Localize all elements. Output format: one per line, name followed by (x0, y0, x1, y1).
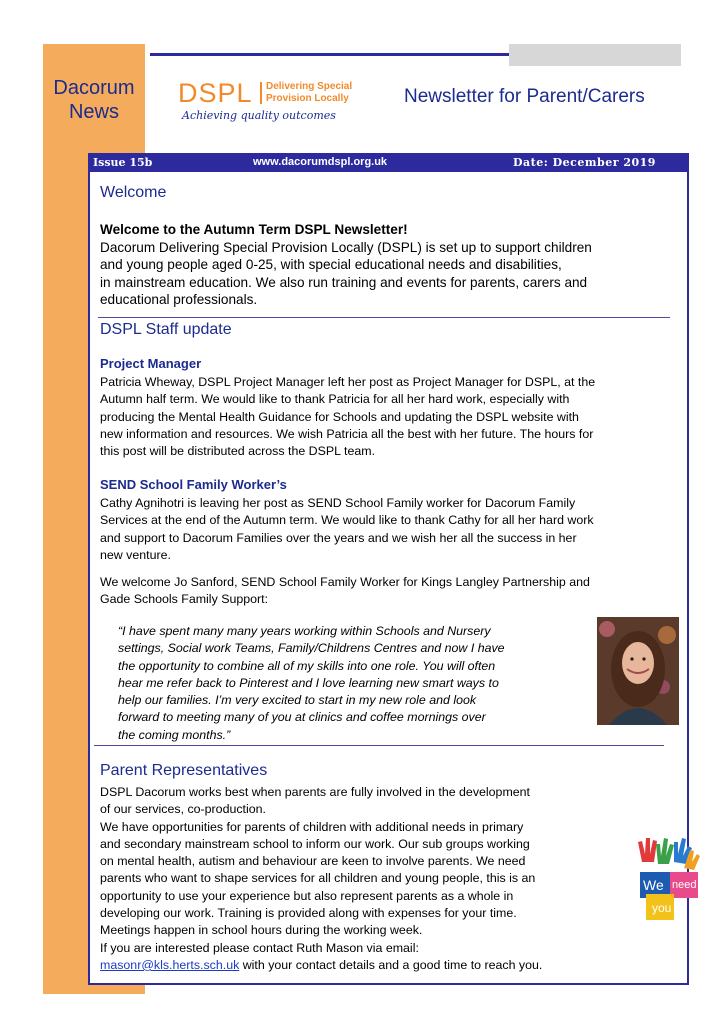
masthead-name-line1: Dacorum (53, 77, 135, 99)
pr-line: opportunity to use your experience but also represent parents as a whole in (100, 888, 514, 903)
section-divider (98, 317, 670, 318)
header-grey-block (509, 44, 681, 66)
pr-line: of our services, co-production. (100, 802, 266, 817)
fw-line: and support to Dacorum Families over the years and we wish her all the success in her (100, 530, 577, 545)
pm-line: this post will be distributed across the DSPL team. (100, 444, 376, 459)
portrait-icon (597, 617, 679, 725)
quote-line: the coming months.” (118, 727, 231, 742)
contact-email-link[interactable]: masonr@kls.herts.sch.uk (100, 957, 240, 972)
fw-line: new venture. (100, 547, 171, 562)
family-worker-body (100, 495, 594, 564)
pr-line: parents who want to shape services for all children and young people, this is an (100, 871, 536, 886)
quote-line: forward to meeting many of you at clinics and coffee mornings over (118, 710, 486, 725)
welcome-line: Dacorum Delivering Special Provision Locally (DSPL) is set up to support children (100, 239, 592, 255)
pm-line: producing the Mental Health Guidance for Schools and updating the DSPL website with (100, 409, 579, 424)
newsletter-title: Newsletter for Parent/Carers (404, 86, 645, 107)
logo-subtitle (266, 81, 352, 105)
logo-tagline: Achieving quality outcomes (182, 109, 336, 122)
masthead-name-line2: News (68, 101, 119, 123)
issue-date: Date: December 2019 (513, 156, 656, 169)
welcome-line: and young people aged 0-25, with special educational needs and disabilities, (100, 257, 562, 272)
pr-line: If you are interested please contact Ruth Mason via email: (100, 940, 419, 955)
quote-line: “I have spent many many years working within Schools and Nursery (118, 624, 491, 638)
welcome-heading: Welcome (100, 184, 167, 201)
logo-sub-line1: Delivering Special (266, 81, 353, 92)
fw-line: Cathy Agnihotri is leaving her post as SEND School Family worker for Dacorum Family (100, 496, 576, 510)
pm-line: Patricia Wheway, DSPL Project Manager left her post as Project Manager for DSPL, at the (100, 375, 596, 389)
family-worker-heading: SEND School Family Worker’s (100, 477, 287, 492)
email-suffix: with your contact details and a good time to reach you. (239, 957, 543, 972)
pr-line: developing our work. Training is provided along with expenses for your time. (100, 906, 517, 921)
jo-quote (118, 623, 505, 744)
project-manager-body (100, 374, 595, 460)
website-link[interactable]: www.dacorumdspl.org.uk (253, 156, 388, 168)
you-label: you (652, 901, 672, 915)
welcome-body (100, 221, 592, 309)
issue-number: Issue 15b (93, 156, 153, 169)
logo-sub-line2: Provision Locally (266, 93, 349, 104)
fw-line: Services at the end of the Autumn term. We would like to thank Cathy for all her hard work (100, 513, 594, 528)
pm-line: new information and resources. We wish Patricia all the best with her future. The hours for (100, 426, 594, 441)
pr-line: DSPL Dacorum works best when parents are fully involved in the development (100, 785, 530, 799)
welcome-line: in mainstream education. We also run training and events for parents, carers and (100, 274, 588, 290)
need-label: need (672, 879, 697, 891)
welcome-line: educational professionals. (100, 292, 258, 307)
pr-line: and secondary mainstream school to inform our work. Our sub groups working (100, 836, 530, 851)
staff-update-heading: DSPL Staff update (100, 321, 232, 338)
logo-text: DSPL (178, 78, 253, 108)
pr-email-line (100, 957, 542, 974)
quote-line: hear me refer back to Pinterest and I love learning new smart ways to (118, 675, 499, 690)
pm-line: Autumn half term. We would like to thank Patricia for all her hard work, especially with (100, 392, 570, 407)
masthead-name (43, 76, 145, 124)
quote-line: the opportunity to combine all of my skills into one role. You will often (118, 658, 496, 673)
we-need-you-graphic (636, 832, 700, 924)
parent-reps-heading: Parent Representatives (100, 762, 268, 779)
jo-line: We welcome Jo Sanford, SEND School Family Worker for Kings Langley Partnership and (100, 575, 590, 589)
parent-reps-body (100, 784, 542, 974)
quote-line: settings, Social work Teams, Family/Childrens Centres and now I have (118, 641, 505, 656)
jo-line: Gade Schools Family Support: (100, 592, 269, 607)
pr-line: We have opportunities for parents of children with additional needs in primary (100, 819, 524, 834)
quote-line: help our families. I’m very excited to start in my new role and look (118, 693, 477, 708)
welcome-lead: Welcome to the Autumn Term DSPL Newsletter! (100, 222, 408, 237)
pr-line: Meetings happen in school hours during the working week. (100, 923, 423, 938)
issue-bar (88, 153, 689, 172)
pr-line: on mental health, autism and behaviour are keen to involve parents. We need (100, 854, 526, 869)
section-divider (94, 745, 664, 746)
project-manager-heading: Project Manager (100, 356, 202, 371)
logo-separator (260, 82, 262, 104)
we-label: We (643, 877, 664, 893)
welcome-jo-body (100, 574, 590, 609)
jo-sanford-photo (597, 617, 679, 725)
dspl-logo (178, 78, 378, 128)
